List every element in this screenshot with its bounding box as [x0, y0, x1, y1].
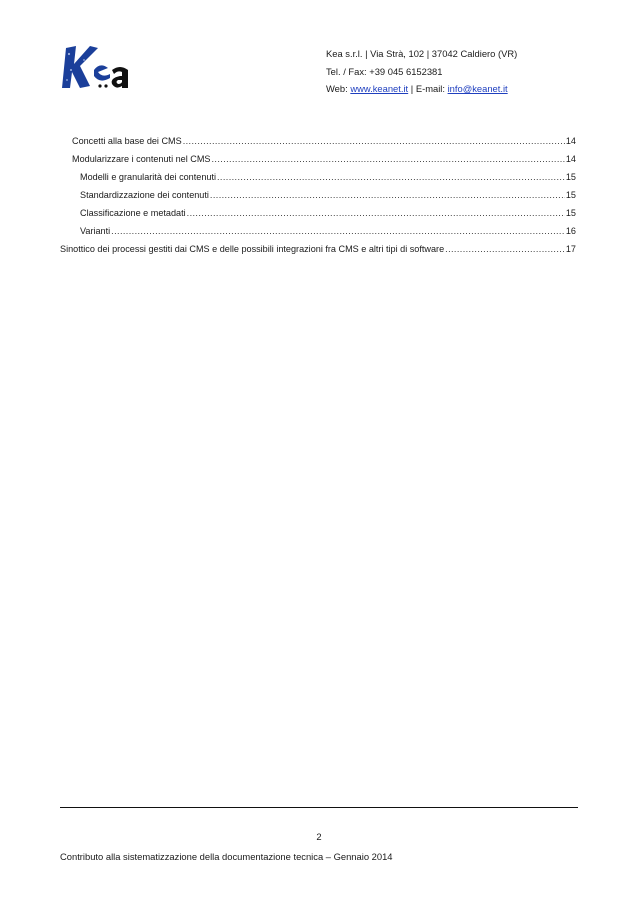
- page-number: 2: [316, 831, 322, 842]
- toc-entry-page: 17: [565, 244, 576, 254]
- phone-fax: Tel. / Fax: +39 045 6152381: [326, 65, 443, 77]
- toc-entry-title: Sinottico dei processi gestiti dai CMS e delle possibili integrazioni fra CMS e altri tipi di software: [60, 244, 445, 254]
- toc-entry[interactable]: [60, 241, 576, 255]
- footer-text: Contributo alla sistematizzazione della documentazione tecnica – Gennaio 2014: [60, 851, 393, 862]
- web-label: Web:: [326, 83, 351, 94]
- toc-entry-page: 14: [565, 136, 576, 146]
- toc-dot-leader: [210, 189, 565, 201]
- toc-entry[interactable]: [80, 187, 576, 201]
- toc-entry[interactable]: [80, 205, 576, 219]
- toc-dot-leader: [212, 153, 565, 165]
- company-address: Kea s.r.l. | Via Strà, 102 | 37042 Caldiero (VR): [326, 48, 518, 59]
- toc-dot-leader: [217, 171, 565, 183]
- footer-rule: [60, 807, 578, 808]
- toc-dot-leader: [111, 225, 565, 237]
- web-email-line: [326, 80, 517, 98]
- toc-entry-page: 15: [565, 172, 576, 182]
- toc-entry-page: 16: [565, 226, 576, 236]
- toc-entry-title: Concetti alla base dei CMS: [72, 136, 182, 146]
- toc-entry-title: Standardizzazione dei contenuti: [80, 190, 209, 200]
- email-label: | E-mail:: [408, 83, 448, 94]
- toc-entry-title: Modularizzare i contenuti nel CMS: [72, 154, 211, 164]
- kea-logo-graphic: [60, 40, 140, 96]
- toc-entry-title: Varianti: [80, 226, 111, 236]
- toc-entry-title: Modelli e granularità dei contenuti: [80, 172, 216, 182]
- header-contact: [326, 45, 517, 98]
- email-link[interactable]: info@keanet.it: [447, 83, 508, 94]
- toc-entry[interactable]: [80, 223, 576, 237]
- toc-dot-leader: [445, 243, 565, 255]
- kea-logo: [60, 40, 140, 96]
- toc-entry-page: 15: [565, 190, 576, 200]
- toc-entry-page: 15: [565, 208, 576, 218]
- toc-entry-title: Classificazione e metadati: [80, 208, 186, 218]
- toc-entry[interactable]: [72, 151, 576, 165]
- toc-entry-page: 14: [565, 154, 576, 164]
- toc-dot-leader: [183, 135, 565, 147]
- toc-dot-leader: [187, 207, 565, 219]
- toc-entry[interactable]: [72, 133, 576, 147]
- website-link[interactable]: www.keanet.it: [350, 83, 409, 94]
- toc-entry[interactable]: [80, 169, 576, 183]
